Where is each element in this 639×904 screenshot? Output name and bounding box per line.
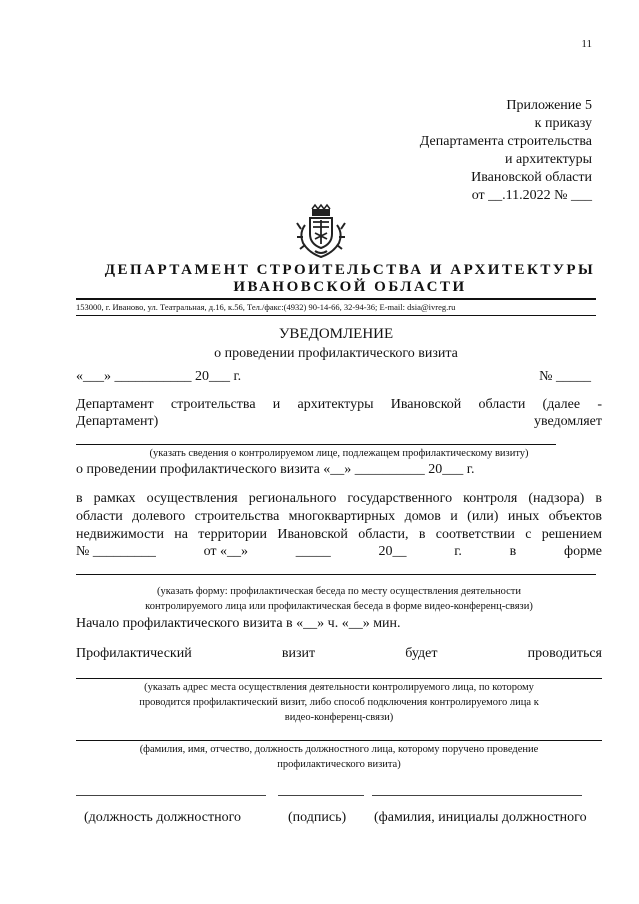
coat-of-arms-icon (295, 203, 347, 259)
conduct-line (76, 646, 602, 662)
blank-line-official (76, 740, 602, 741)
signature-line-name (372, 795, 582, 796)
conduct-word: будет (405, 646, 438, 661)
signature-line-position (76, 795, 266, 796)
appendix-line: Департамента строительства (419, 134, 592, 149)
blank-line-person (76, 444, 556, 445)
decision-in: в (509, 544, 517, 559)
paragraph-control-line: области долевого строительства многоквартирных домов и (или) иных объектов (76, 509, 602, 524)
hint-official-line: профилактического визита) (277, 759, 401, 770)
department-title-line2: ИВАНОВСКОЙ ОБЛАСТИ (233, 279, 467, 295)
visit-start-line: Начало профилактического визита в «__» ч. «__» мин. (76, 616, 401, 631)
blank-line-form (76, 574, 596, 575)
hint-address-line: видео-конференц-связи) (284, 712, 394, 723)
blank-line-address (76, 678, 602, 679)
hint-form (76, 584, 602, 614)
document-title: УВЕДОМЛЕНИЕ (278, 326, 394, 342)
paragraph-department: Департамент строительства и архитектуры Ивановской области (далее - (76, 397, 602, 412)
hint-form-line: контролируемого лица или профилактическая беседа в форме видео-конференц-связи) (145, 601, 533, 612)
signature-position-label: (должность должностного (84, 810, 241, 825)
signature-name-label: (фамилия, инициалы должностного (374, 810, 587, 825)
page-number: 11 (581, 38, 592, 50)
conduct-word: проводиться (527, 646, 602, 661)
department-address: 153000, г. Иваново, ул. Театральная, д.16, к.56, Тел./факс:(4932) 90-14-66, 32-94-36; E-mail: dsia@ivreg.ru (76, 302, 456, 312)
appendix-line: и архитектуры (505, 152, 592, 167)
decision-date: от «__» (203, 544, 249, 559)
hint-address (76, 680, 602, 725)
paragraph-control-line: в рамках осуществления регионального государственного контроля (надзора) в (76, 491, 602, 506)
header-rule-thick (76, 298, 596, 300)
hint-official (76, 742, 602, 772)
decision-year: 20__ (378, 544, 407, 559)
conduct-word: Профилактический (76, 646, 192, 661)
decision-form: форме (564, 544, 602, 559)
decision-month: _____ (295, 544, 331, 559)
header-rule-thin (76, 315, 596, 316)
appendix-line: Ивановской области (471, 170, 592, 185)
department-title-line1: ДЕПАРТАМЕНТ СТРОИТЕЛЬСТВА И АРХИТЕКТУРЫ (104, 262, 596, 278)
notice-date-field: «___» ___________ 20___ г. (76, 369, 242, 384)
visit-date-line: о проведении профилактического визита «__» __________ 20___ г. (76, 462, 475, 477)
paragraph-control-line: недвижимости на территории Ивановской области, в соответствии с решением (76, 527, 602, 542)
decision-g: г. (454, 544, 462, 559)
signature-sign-label: (подпись) (288, 810, 347, 825)
appendix-block (332, 97, 592, 205)
hint-address-line: (указать адрес места осуществления деятельности контролируемого лица, по которому (144, 682, 534, 693)
conduct-word: визит (281, 646, 316, 661)
text-notifies: уведомляет (533, 414, 602, 429)
paragraph-department-line2 (76, 414, 602, 430)
decision-line (76, 544, 602, 560)
signature-line-sign (278, 795, 364, 796)
decision-number: № _________ (76, 544, 156, 559)
hint-address-line: проводится профилактический визит, либо способ подключения контролируемого лица к (139, 697, 539, 708)
hint-person: (указать сведения о контролируемом лице, подлежащем профилактическому визиту) (149, 448, 529, 459)
appendix-line: Приложение 5 (506, 98, 592, 113)
paragraph-control (76, 490, 602, 544)
hint-form-line: (указать форму: профилактическая беседа по месту осуществления деятельности (156, 586, 522, 597)
hint-official-line: (фамилия, имя, отчество, должность должностного лица, которому поручено проведение (139, 744, 539, 755)
appendix-line: от __.11.2022 № ___ (471, 188, 592, 203)
notice-number-field: № _____ (539, 369, 591, 384)
department-title (60, 262, 639, 296)
appendix-line: к приказу (534, 116, 592, 131)
text-department: Департамент) (76, 414, 159, 429)
document-subtitle: о проведении профилактического визита (214, 346, 458, 361)
